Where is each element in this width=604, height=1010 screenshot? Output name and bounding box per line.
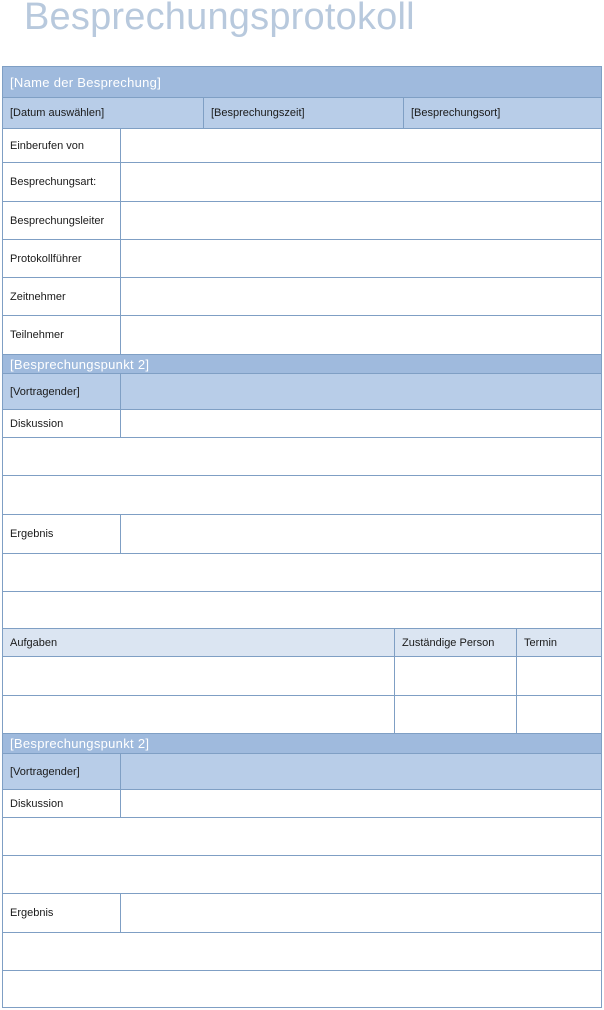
presenter-field[interactable]: [Vortragender] <box>10 385 80 398</box>
tasks-column-header: Aufgaben <box>10 636 58 649</box>
info-row-meeting-type <box>2 163 602 202</box>
info-row-note-taker <box>2 240 602 278</box>
info-value-field[interactable] <box>120 202 601 239</box>
tasks-header-row <box>2 629 602 657</box>
location-field[interactable]: [Besprechungsort] <box>403 98 601 128</box>
presenter-row <box>2 754 602 790</box>
meeting-name-row <box>2 66 602 98</box>
info-value-field[interactable] <box>120 278 601 315</box>
agenda-heading-field[interactable]: [Besprechungspunkt 2] <box>10 736 150 751</box>
result-row <box>2 894 602 933</box>
task-cell[interactable] <box>3 657 394 695</box>
info-label: Einberufen von <box>10 139 84 152</box>
task-cell[interactable] <box>3 696 394 733</box>
responsible-cell[interactable] <box>394 657 516 695</box>
responsible-column-header: Zuständige Person <box>394 629 516 656</box>
discussion-label: Diskussion <box>10 417 64 430</box>
document-title: Besprechungsprotokoll <box>24 0 415 38</box>
info-label: Zeitnehmer <box>10 290 66 303</box>
info-label: Besprechungsleiter <box>10 214 105 227</box>
result-label: Ergebnis <box>10 907 54 919</box>
info-row-called-by <box>2 129 602 163</box>
info-label: Besprechungsart: <box>10 176 97 188</box>
info-value-field[interactable] <box>120 129 601 162</box>
result-notes-row[interactable] <box>2 554 602 592</box>
task-row <box>2 696 602 734</box>
info-value-field[interactable] <box>120 163 601 201</box>
discussion-notes-row[interactable] <box>2 476 602 515</box>
presenter-field[interactable]: [Vortragender] <box>10 765 80 778</box>
result-notes-row[interactable] <box>2 933 602 971</box>
discussion-label: Diskussion <box>10 797 64 810</box>
result-field[interactable] <box>120 515 601 553</box>
info-label: Teilnehmer <box>10 329 64 341</box>
discussion-field[interactable] <box>120 410 601 437</box>
agenda-heading-row <box>2 355 602 374</box>
discussion-notes-row[interactable] <box>2 438 602 476</box>
discussion-row <box>2 790 602 818</box>
meeting-details-row <box>2 98 602 129</box>
result-label: Ergebnis <box>10 528 54 540</box>
info-label: Protokollführer <box>10 252 82 265</box>
result-row <box>2 515 602 554</box>
deadline-column-header: Termin <box>516 629 601 656</box>
meeting-name-field[interactable]: [Name der Besprechung] <box>10 74 162 90</box>
deadline-cell[interactable] <box>516 657 601 695</box>
presenter-value-cell[interactable] <box>120 754 601 789</box>
time-field[interactable]: [Besprechungszeit] <box>203 98 403 128</box>
task-row <box>2 657 602 696</box>
agenda-heading-field[interactable]: [Besprechungspunkt 2] <box>10 356 150 372</box>
date-field[interactable]: [Datum auswählen] <box>10 107 105 119</box>
info-value-field[interactable] <box>120 240 601 277</box>
deadline-cell[interactable] <box>516 696 601 733</box>
info-row-timekeeper <box>2 278 602 316</box>
discussion-row <box>2 410 602 438</box>
presenter-value-cell[interactable] <box>120 374 601 409</box>
info-row-facilitator <box>2 202 602 240</box>
result-notes-row[interactable] <box>2 592 602 629</box>
info-row-attendees <box>2 316 602 355</box>
info-value-field[interactable] <box>120 316 601 354</box>
presenter-row <box>2 374 602 410</box>
responsible-cell[interactable] <box>394 696 516 733</box>
discussion-notes-row[interactable] <box>2 856 602 894</box>
result-notes-row[interactable] <box>2 971 602 1008</box>
result-field[interactable] <box>120 894 601 932</box>
discussion-notes-row[interactable] <box>2 818 602 856</box>
discussion-field[interactable] <box>120 790 601 817</box>
agenda-heading-row <box>2 734 602 754</box>
